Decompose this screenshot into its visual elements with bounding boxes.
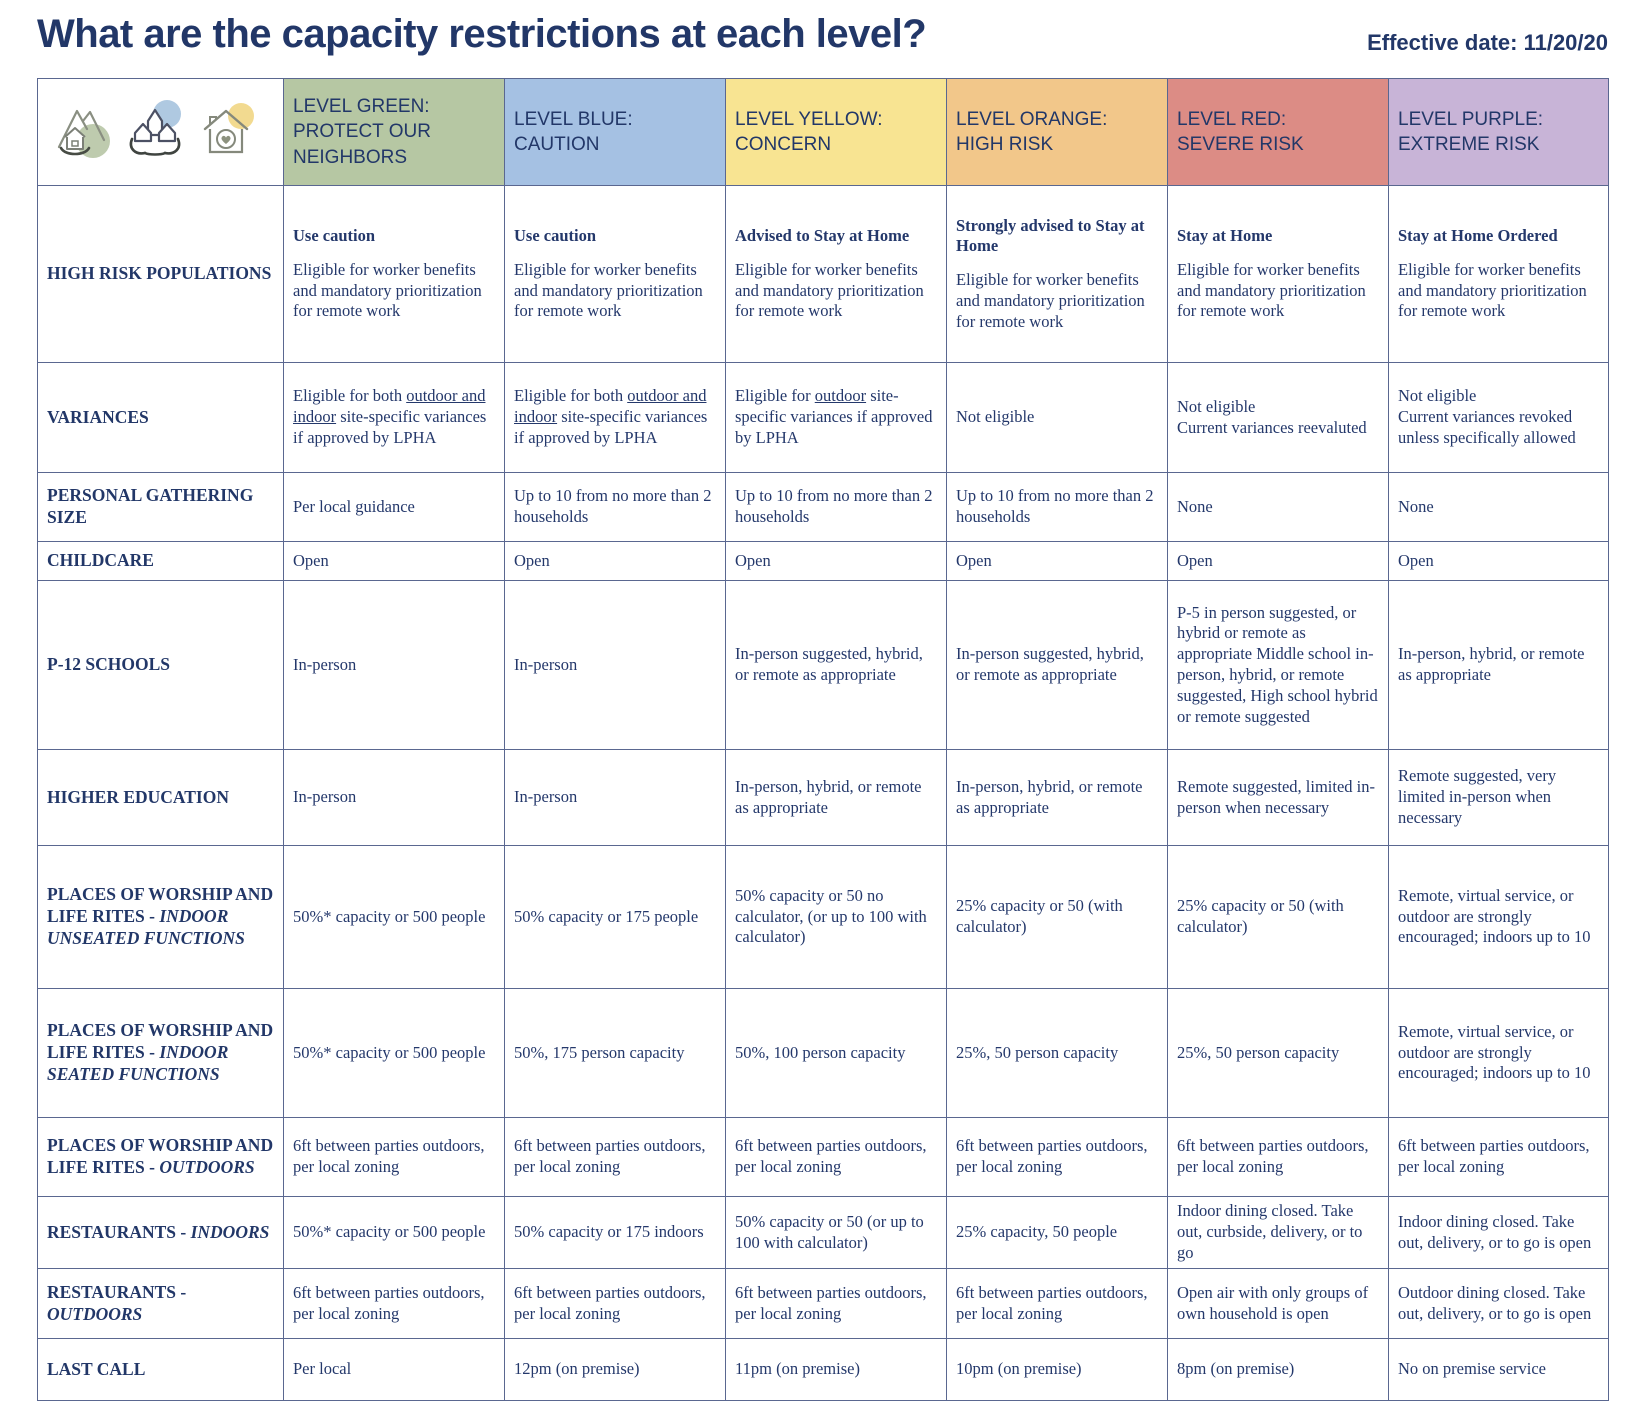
cell-personal-gathering-size-yellow: Up to 10 from no more than 2 households xyxy=(726,473,947,542)
paragraph-gap xyxy=(514,247,716,260)
cell-higher-education-purple: Remote suggested, very limited in-person when necessary xyxy=(1389,750,1609,846)
cell-restaurants-outdoors-blue: 6ft between parties outdoors, per local zoning xyxy=(505,1269,726,1339)
cell-p-12-schools-red: P-5 in person suggested, or hybrid or remote as appropriate Middle school in-person, hybrid, or remote suggested, High school hybrid or remote suggested xyxy=(1168,581,1389,750)
cell-p-12-schools-yellow: In-person suggested, hybrid, or remote as appropriate xyxy=(726,581,947,750)
row-header-variances: VARIANCES xyxy=(38,363,284,473)
home-with-heart-icon xyxy=(194,97,260,168)
paragraph-gap xyxy=(735,247,937,260)
row-header-p-12-schools: P-12 SCHOOLS xyxy=(38,581,284,750)
cell-restaurants-outdoors-yellow: 6ft between parties outdoors, per local zoning xyxy=(726,1269,947,1339)
cell-p-12-schools-purple: In-person, hybrid, or remote as appropriate xyxy=(1389,581,1609,750)
table-row-worship-outdoors xyxy=(38,1118,1609,1197)
page-title: What are the capacity restrictions at each level? xyxy=(37,12,927,56)
level-name: LEVEL PURPLE: xyxy=(1398,108,1544,130)
cell-variances-orange: Not eligible xyxy=(947,363,1168,473)
level-name: LEVEL ORANGE: xyxy=(956,108,1108,130)
cell-restaurants-outdoors-green: 6ft between parties outdoors, per local zoning xyxy=(284,1269,505,1339)
table-row-p-12-schools xyxy=(38,581,1609,750)
table-row-variances xyxy=(38,363,1609,473)
cell-restaurants-indoors-red: Indoor dining closed. Take out, curbside, delivery, or to go xyxy=(1168,1197,1389,1269)
row-header-restaurants-outdoors: RESTAURANTS - OUTDOORS xyxy=(38,1269,284,1339)
cell-childcare-green: Open xyxy=(284,542,505,581)
cell-higher-education-blue: In-person xyxy=(505,750,726,846)
cell-last-call-yellow: 11pm (on premise) xyxy=(726,1339,947,1401)
cell-variances-purple: Not eligible Current variances revoked unless specifically allowed xyxy=(1389,363,1609,473)
table-row-worship-indoor-seated xyxy=(38,989,1609,1118)
cell-restaurants-outdoors-red: Open air with only groups of own household is open xyxy=(1168,1269,1389,1339)
cell-restaurants-outdoors-purple: Outdoor dining closed. Take out, delivery, or to go is open xyxy=(1389,1269,1609,1339)
cell-restaurants-indoors-orange: 25% capacity, 50 people xyxy=(947,1197,1168,1269)
cell-childcare-orange: Open xyxy=(947,542,1168,581)
cell-personal-gathering-size-orange: Up to 10 from no more than 2 households xyxy=(947,473,1168,542)
cell-variances-red: Not eligible Current variances reevaluted xyxy=(1168,363,1389,473)
cell-worship-indoor-unseated-orange: 25% capacity or 50 (with calculator) xyxy=(947,846,1168,989)
level-header-green xyxy=(284,79,505,186)
cell-higher-education-orange: In-person, hybrid, or remote as appropriate xyxy=(947,750,1168,846)
cell-high-risk-populations-red: Stay at Home Eligible for worker benefits and mandatory prioritization for remote work xyxy=(1168,186,1389,363)
table-row-restaurants-indoors xyxy=(38,1197,1609,1269)
paragraph-gap xyxy=(956,257,1158,270)
cell-high-risk-populations-purple: Stay at Home Ordered Eligible for worker benefits and mandatory prioritization for remote work xyxy=(1389,186,1609,363)
cell-personal-gathering-size-red: None xyxy=(1168,473,1389,542)
cell-worship-outdoors-yellow: 6ft between parties outdoors, per local zoning xyxy=(726,1118,947,1197)
cell-last-call-purple: No on premise service xyxy=(1389,1339,1609,1401)
row-header-worship-indoor-seated: PLACES OF WORSHIP AND LIFE RITES - INDOOR SEATED FUNCTIONS xyxy=(38,989,284,1118)
cell-p-12-schools-orange: In-person suggested, hybrid, or remote as appropriate xyxy=(947,581,1168,750)
cell-restaurants-indoors-purple: Indoor dining closed. Take out, delivery, or to go is open xyxy=(1389,1197,1609,1269)
cell-childcare-yellow: Open xyxy=(726,542,947,581)
paragraph-gap xyxy=(1177,247,1379,260)
level-subtitle: HIGH RISK xyxy=(956,134,1054,155)
cell-worship-indoor-unseated-yellow: 50% capacity or 50 no calculator, (or up to 100 with calculator) xyxy=(726,846,947,989)
cell-childcare-red: Open xyxy=(1168,542,1389,581)
cell-p-12-schools-blue: In-person xyxy=(505,581,726,750)
level-name: LEVEL RED: xyxy=(1177,108,1287,130)
cell-high-risk-populations-green: Use caution Eligible for worker benefits and mandatory prioritization for remote work xyxy=(284,186,505,363)
table-row-personal-gathering-size xyxy=(38,473,1609,542)
mountains-home-icon xyxy=(50,97,116,168)
cell-worship-outdoors-green: 6ft between parties outdoors, per local zoning xyxy=(284,1118,505,1197)
cell-childcare-blue: Open xyxy=(505,542,726,581)
cell-restaurants-outdoors-orange: 6ft between parties outdoors, per local zoning xyxy=(947,1269,1168,1339)
cell-last-call-orange: 10pm (on premise) xyxy=(947,1339,1168,1401)
cell-last-call-green: Per local xyxy=(284,1339,505,1401)
cell-personal-gathering-size-purple: None xyxy=(1389,473,1609,542)
level-icons-cell xyxy=(38,79,284,186)
table-row-restaurants-outdoors xyxy=(38,1269,1609,1339)
cell-personal-gathering-size-blue: Up to 10 from no more than 2 households xyxy=(505,473,726,542)
table-row-high-risk-populations xyxy=(38,186,1609,363)
table-row-childcare xyxy=(38,542,1609,581)
level-header-red xyxy=(1168,79,1389,186)
cell-variances-yellow: Eligible for outdoor site-specific variances if approved by LPHA xyxy=(726,363,947,473)
cell-restaurants-indoors-green: 50%* capacity or 500 people xyxy=(284,1197,505,1269)
cell-worship-indoor-seated-orange: 25%, 50 person capacity xyxy=(947,989,1168,1118)
effective-date: Effective date: 11/20/20 xyxy=(1367,30,1608,55)
cell-p-12-schools-green: In-person xyxy=(284,581,505,750)
row-header-last-call: LAST CALL xyxy=(38,1339,284,1401)
level-name: LEVEL YELLOW: xyxy=(735,108,883,130)
cell-worship-indoor-seated-green: 50%* capacity or 500 people xyxy=(284,989,505,1118)
cell-worship-indoor-seated-red: 25%, 50 person capacity xyxy=(1168,989,1389,1118)
cell-restaurants-indoors-blue: 50% capacity or 175 indoors xyxy=(505,1197,726,1269)
paragraph-gap xyxy=(1398,247,1599,260)
cell-worship-indoor-unseated-red: 25% capacity or 50 (with calculator) xyxy=(1168,846,1389,989)
row-header-higher-education: HIGHER EDUCATION xyxy=(38,750,284,846)
cell-worship-outdoors-red: 6ft between parties outdoors, per local zoning xyxy=(1168,1118,1389,1197)
table-row-higher-education xyxy=(38,750,1609,846)
level-header-blue xyxy=(505,79,726,186)
cell-last-call-red: 8pm (on premise) xyxy=(1168,1339,1389,1401)
level-name: LEVEL BLUE: xyxy=(514,108,633,130)
row-header-high-risk-populations: HIGH RISK POPULATIONS xyxy=(38,186,284,363)
level-subtitle: PROTECT OUR NEIGHBORS xyxy=(293,121,431,168)
cell-higher-education-green: In-person xyxy=(284,750,505,846)
level-header-purple xyxy=(1389,79,1609,186)
row-header-childcare: CHILDCARE xyxy=(38,542,284,581)
row-header-worship-outdoors: PLACES OF WORSHIP AND LIFE RITES - OUTDOORS xyxy=(38,1118,284,1197)
cell-worship-outdoors-blue: 6ft between parties outdoors, per local zoning xyxy=(505,1118,726,1197)
level-subtitle: CAUTION xyxy=(514,134,600,155)
level-subtitle: CONCERN xyxy=(735,134,832,155)
cell-high-risk-populations-blue: Use caution Eligible for worker benefits and mandatory prioritization for remote work xyxy=(505,186,726,363)
cell-worship-indoor-unseated-green: 50%* capacity or 500 people xyxy=(284,846,505,989)
cell-high-risk-populations-yellow: Advised to Stay at Home Eligible for worker benefits and mandatory prioritization for remote work xyxy=(726,186,947,363)
cell-variances-blue: Eligible for both outdoor and indoor site-specific variances if approved by LPHA xyxy=(505,363,726,473)
cell-childcare-purple: Open xyxy=(1389,542,1609,581)
table-row-last-call xyxy=(38,1339,1609,1401)
row-header-restaurants-indoors: RESTAURANTS - INDOORS xyxy=(38,1197,284,1269)
cell-last-call-blue: 12pm (on premise) xyxy=(505,1339,726,1401)
row-header-personal-gathering-size: PERSONAL GATHERING SIZE xyxy=(38,473,284,542)
table-row-worship-indoor-unseated xyxy=(38,846,1609,989)
paragraph-gap xyxy=(293,247,495,260)
cell-worship-outdoors-orange: 6ft between parties outdoors, per local zoning xyxy=(947,1118,1168,1197)
level-subtitle: EXTREME RISK xyxy=(1398,134,1540,155)
cell-variances-green: Eligible for both outdoor and indoor site-specific variances if approved by LPHA xyxy=(284,363,505,473)
hands-holding-community-icon xyxy=(122,97,188,168)
level-name: LEVEL GREEN: xyxy=(293,96,430,118)
row-header-worship-indoor-unseated: PLACES OF WORSHIP AND LIFE RITES - INDOOR UNSEATED FUNCTIONS xyxy=(38,846,284,989)
cell-higher-education-yellow: In-person, hybrid, or remote as appropriate xyxy=(726,750,947,846)
level-header-yellow xyxy=(726,79,947,186)
cell-worship-indoor-seated-blue: 50%, 175 person capacity xyxy=(505,989,726,1118)
capacity-restrictions-table xyxy=(37,78,1609,1401)
level-header-orange xyxy=(947,79,1168,186)
cell-worship-indoor-unseated-purple: Remote, virtual service, or outdoor are strongly encouraged; indoors up to 10 xyxy=(1389,846,1609,989)
level-subtitle: SEVERE RISK xyxy=(1177,134,1304,155)
cell-high-risk-populations-orange: Strongly advised to Stay at Home Eligible for worker benefits and mandatory prioritization for remote work xyxy=(947,186,1168,363)
cell-worship-indoor-seated-yellow: 50%, 100 person capacity xyxy=(726,989,947,1118)
cell-personal-gathering-size-green: Per local guidance xyxy=(284,473,505,542)
cell-higher-education-red: Remote suggested, limited in-person when necessary xyxy=(1168,750,1389,846)
cell-restaurants-indoors-yellow: 50% capacity or 50 (or up to 100 with calculator) xyxy=(726,1197,947,1269)
cell-worship-indoor-seated-purple: Remote, virtual service, or outdoor are strongly encouraged; indoors up to 10 xyxy=(1389,989,1609,1118)
cell-worship-indoor-unseated-blue: 50% capacity or 175 people xyxy=(505,846,726,989)
cell-worship-outdoors-purple: 6ft between parties outdoors, per local zoning xyxy=(1389,1118,1609,1197)
